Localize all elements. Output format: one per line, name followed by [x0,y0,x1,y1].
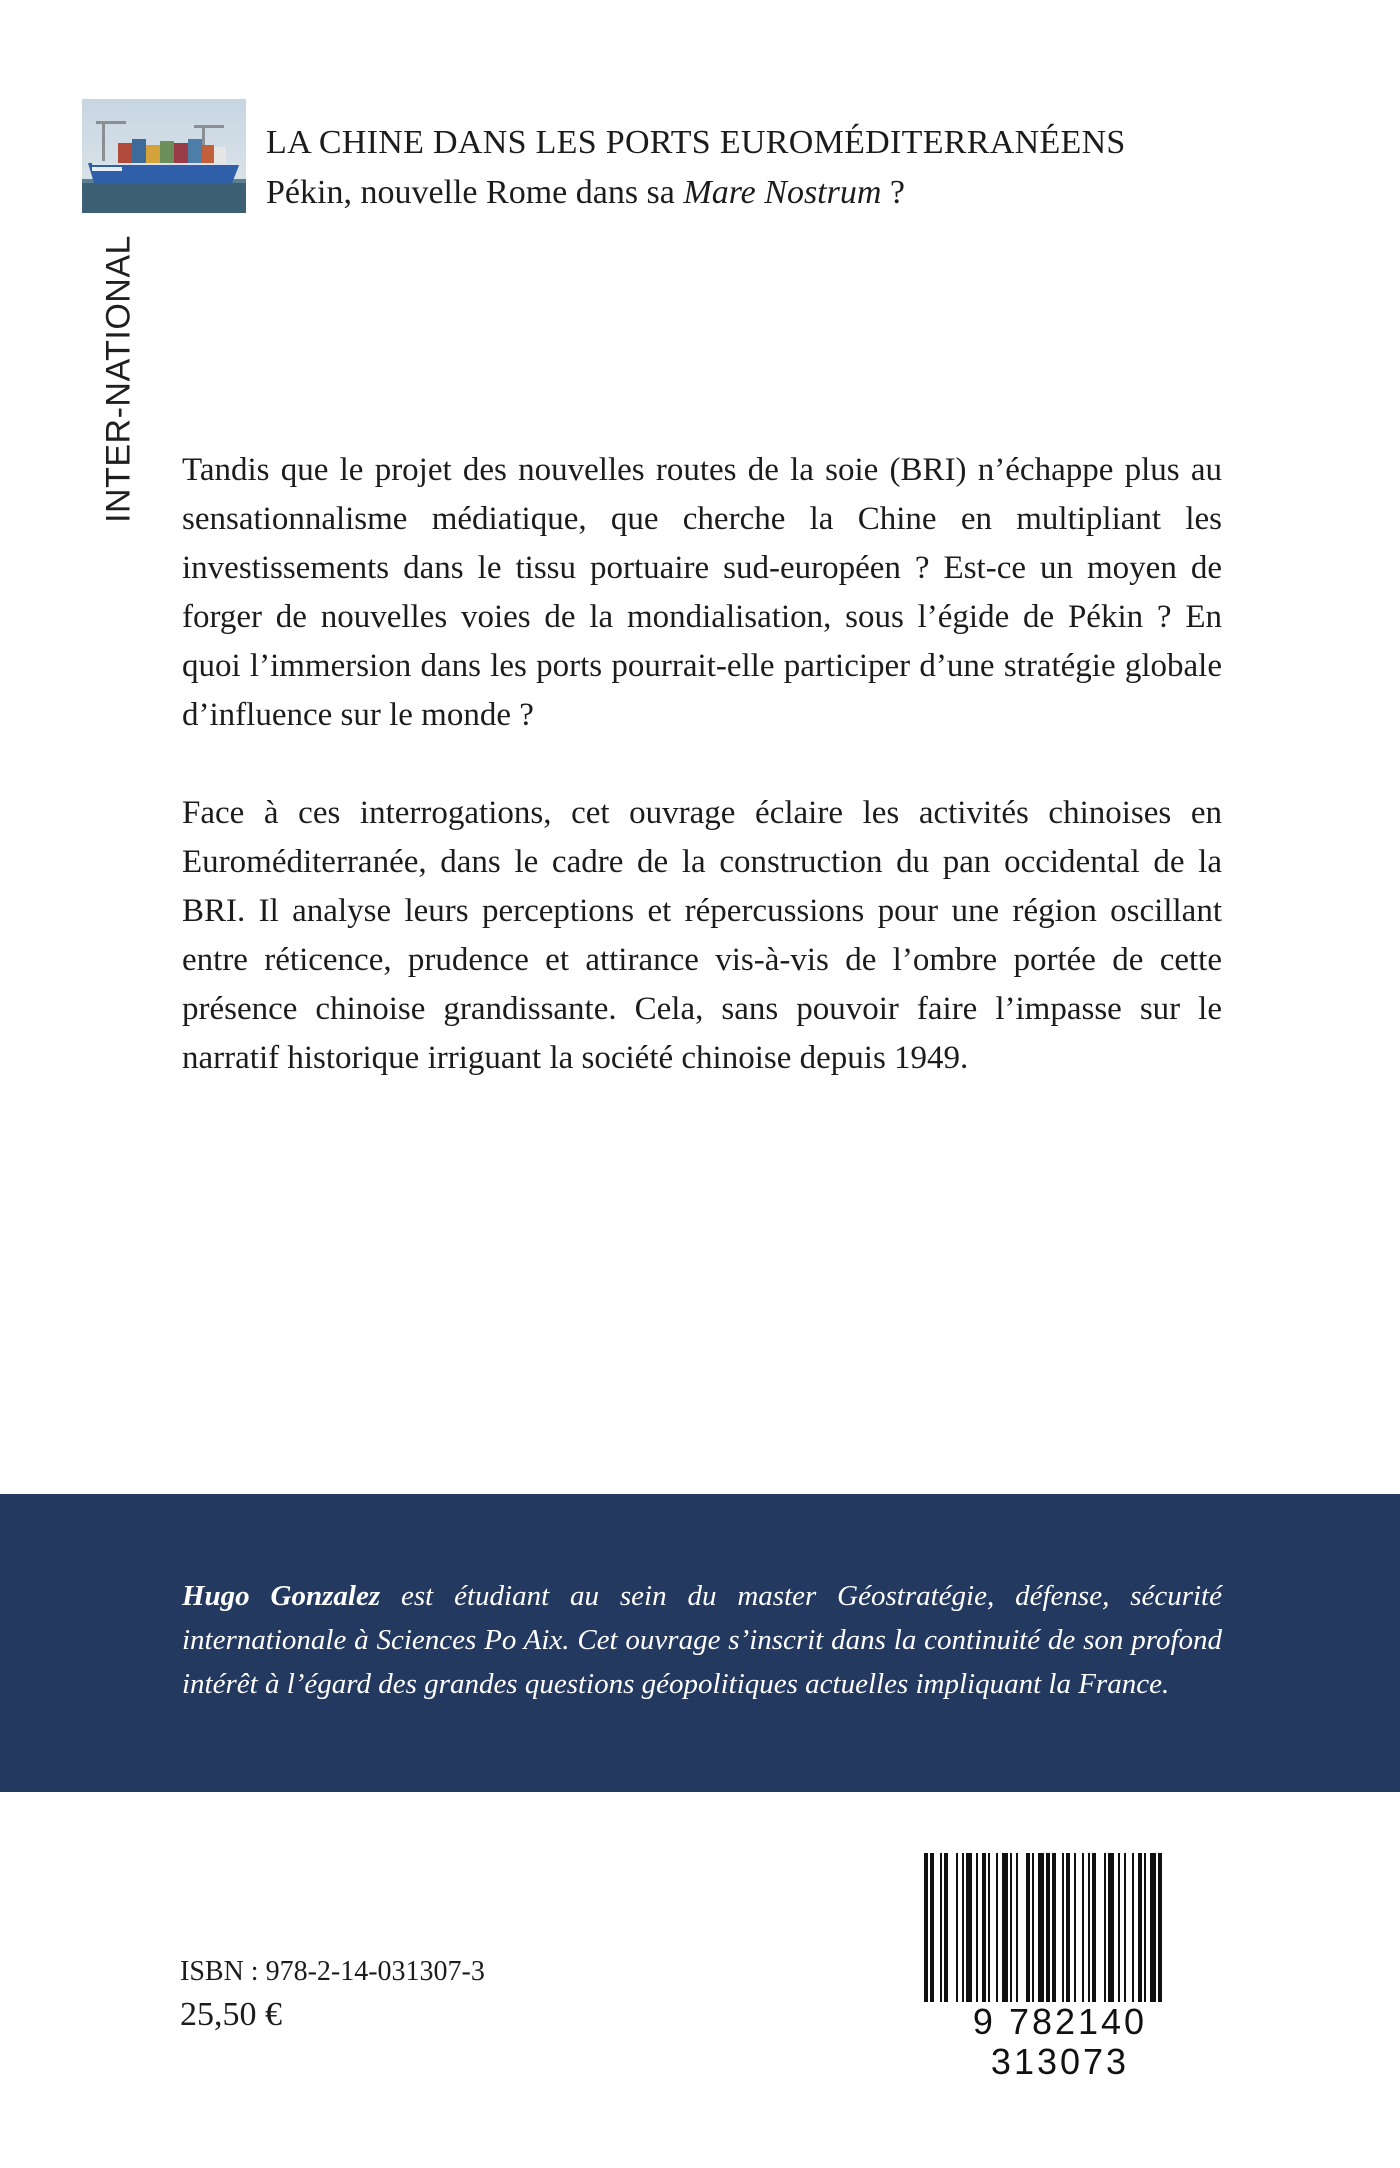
author-bio-text: est étudiant au sein du master Géostratégie, défense, sécurité internationale à Sciences Po Aix. Cet ouvrage s’inscrit dans la continuité de son profond intérêt à l’égard des grandes questions géopolitiques actuelles impliquant la France. [182,1580,1222,1700]
price: 25,50 € [180,1996,282,2033]
author-bio [182,1574,1222,1706]
subtitle-suffix: ? [881,174,906,211]
book-subtitle [266,168,1316,218]
author-band [0,1494,1400,1792]
isbn: ISBN : 978-2-14-031307-3 [180,1956,485,1987]
series-label: INTER-NATIONAL [99,235,138,523]
blurb-paragraph: Face à ces interrogations, cet ouvrage éclaire les activités chinoises en Euroméditerranée, dans le cadre de la construction du pan occidental de la BRI. Il analyse leurs perceptions et répercussions pour une région oscillant entre réticence, prudence et attirance vis-à-vis de l’ombre portée de cette présence chinoise grandissante. Cela, sans pouvoir faire l’impasse sur le narratif historique irriguant la société chinoise depuis 1949. [182,795,1222,1076]
back-cover-blurb [182,446,1222,1132]
barcode-digits: 9 782140 313073 [900,2002,1220,2082]
cover-photo-ship [82,99,246,213]
book-title: LA CHINE DANS LES PORTS EUROMÉDITERRANÉENS [266,124,1126,161]
subtitle-prefix: Pékin, nouvelle Rome dans sa [266,174,684,211]
subtitle-italic: Mare Nostrum [683,174,882,211]
author-name: Hugo Gonzalez [182,1580,381,1612]
blurb-paragraph: Tandis que le projet des nouvelles routes de la soie (BRI) n’échappe plus au sensationnalisme médiatique, que cherche la Chine en multipliant les investissements dans le tissu portuaire sud-européen ? Est-ce un moyen de forger de nouvelles voies de la mondialisation, sous l’égide de Pékin ? En quoi l’immersion dans les ports pourrait-elle participer d’une stratégie globale d’influence sur le monde ? [182,452,1222,733]
